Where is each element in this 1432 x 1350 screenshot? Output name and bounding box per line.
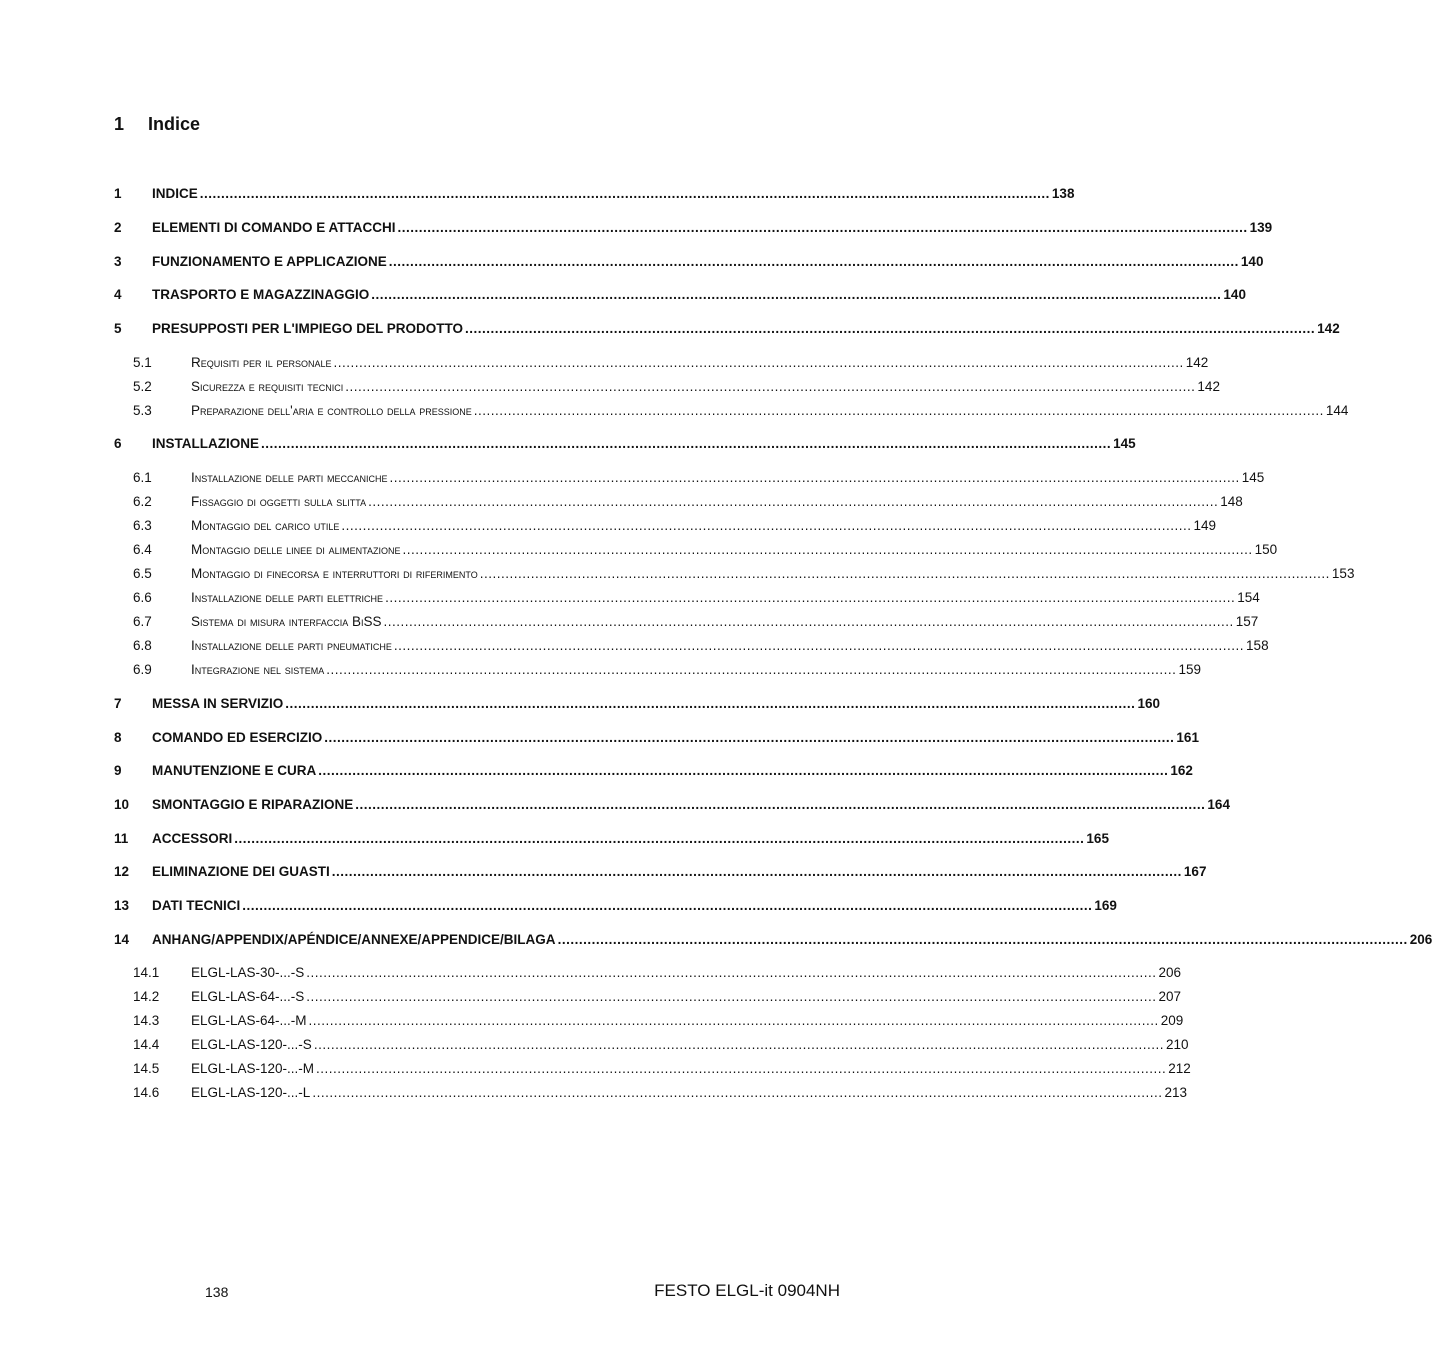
toc-entry-line — [152, 862, 1207, 882]
toc-section-entry[interactable] — [0, 468, 1265, 488]
toc-entry-title: PRESUPPOSTI PER L'IMPIEGO DEL PRODOTTO — [152, 321, 464, 336]
toc-entry-title: Sistema di misura interfaccia BiSS — [191, 614, 382, 629]
toc-leader-dots: ........................................................................................................................................................................................................ — [326, 662, 1177, 677]
toc-entry-title: ANHANG/APPENDIX/APÉNDICE/ANNEXE/APPENDICE/BILAGA — [152, 932, 556, 947]
toc-leader-dots: ........................................................................................................................................................................................................ — [557, 932, 1408, 947]
toc-section-entry[interactable] — [0, 660, 1201, 680]
toc-entry-line — [191, 401, 1349, 421]
toc-leader-dots: ........................................................................................................................................................................................................ — [306, 965, 1157, 980]
toc-leader-dots: ........................................................................................................................................................................................................ — [393, 638, 1245, 653]
toc-entry-page: 164 — [1207, 797, 1230, 812]
toc-entry-line — [191, 636, 1269, 656]
toc-entry-title: MANUTENZIONE E CURA — [152, 763, 317, 778]
toc-entry-page: 167 — [1183, 864, 1207, 879]
toc-entry-title: Montaggio delle linee di alimentazione — [191, 542, 401, 557]
toc-chapter-entry[interactable] — [0, 184, 1075, 204]
toc-leader-dots: ........................................................................................................................................................................................................ — [331, 864, 1182, 879]
toc-chapter-entry[interactable] — [0, 862, 1207, 882]
toc-entry-title: ELGL-LAS-64-...-S — [191, 989, 305, 1004]
toc-leader-dots: ........................................................................................................................................................................................................ — [285, 696, 1136, 711]
toc-entry-title: INSTALLAZIONE — [152, 436, 259, 451]
toc-entry-line — [191, 1059, 1191, 1079]
toc-entry-line — [191, 492, 1243, 512]
toc-entry-page: 165 — [1086, 831, 1109, 846]
toc-entry-line — [191, 353, 1209, 373]
toc-leader-dots: ........................................................................................................................................................................................................ — [324, 730, 1175, 745]
toc-section-entry[interactable] — [0, 516, 1217, 536]
toc-entry-line — [152, 829, 1109, 849]
toc-entry-page: 142 — [1197, 379, 1220, 394]
toc-entry-page: 150 — [1254, 542, 1278, 557]
toc-entry-number: 11 — [114, 831, 129, 846]
toc-chapter-entry[interactable] — [0, 319, 1340, 339]
toc-entry-title: Montaggio di finecorsa e interruttori di riferimento — [191, 566, 478, 581]
toc-entry-title: ELGL-LAS-120-...-M — [191, 1061, 315, 1076]
toc-chapter-entry[interactable] — [0, 434, 1136, 454]
toc-entry-number: 5 — [114, 321, 122, 336]
toc-entry-line — [191, 540, 1278, 560]
toc-entry-line — [152, 218, 1273, 238]
footer-page-number: 138 — [205, 1284, 229, 1300]
toc-leader-dots: ........................................................................................................................................................................................................ — [473, 403, 1324, 418]
toc-entry-number: 13 — [114, 898, 130, 913]
toc-entry-page: 158 — [1246, 638, 1269, 653]
toc-leader-dots: ........................................................................................................................................................................................................ — [313, 1037, 1164, 1052]
toc-entry-line — [152, 761, 1193, 781]
toc-entry-title: Installazione delle parti pneumatiche — [191, 638, 392, 653]
toc-entry-number: 6.4 — [133, 542, 152, 557]
toc-entry-page: 213 — [1164, 1085, 1187, 1100]
toc-entry-page: 140 — [1240, 254, 1264, 269]
toc-entry-number: 7 — [114, 696, 122, 711]
toc-leader-dots: ........................................................................................................................................................................................................ — [371, 287, 1222, 302]
toc-leader-dots: ........................................................................................................................................................................................................ — [385, 590, 1236, 605]
toc-section-entry[interactable] — [0, 612, 1259, 632]
toc-entry-number: 8 — [114, 730, 122, 745]
toc-entry-number: 14.4 — [133, 1037, 160, 1052]
toc-leader-dots: ........................................................................................................................................................................................................ — [355, 797, 1206, 812]
toc-entry-line — [191, 660, 1201, 680]
toc-section-entry[interactable] — [0, 564, 1355, 584]
toc-entry-page: 159 — [1178, 662, 1201, 677]
toc-entry-title: FUNZIONAMENTO E APPLICAZIONE — [152, 254, 387, 269]
toc-entry-line — [191, 377, 1220, 397]
heading-title: Indice — [148, 114, 201, 134]
toc-entry-number: 4 — [114, 287, 122, 302]
toc-entry-title: ELIMINAZIONE DEI GUASTI — [152, 864, 330, 879]
toc-entry-page: 142 — [1317, 321, 1340, 336]
toc-entry-title: Sicurezza e requisiti tecnici — [191, 379, 344, 394]
toc-leader-dots: ........................................................................................................................................................................................................ — [316, 1061, 1167, 1076]
toc-entry-line — [191, 612, 1259, 632]
toc-section-entry[interactable] — [0, 1059, 1191, 1079]
toc-entry-title: Fissaggio di oggetti sulla slitta — [191, 494, 367, 509]
toc-chapter-entry[interactable] — [0, 218, 1273, 238]
toc-section-entry[interactable] — [0, 540, 1278, 560]
toc-entry-page: 160 — [1137, 696, 1160, 711]
toc-entry-title: TRASPORTO E MAGAZZINAGGIO — [152, 287, 370, 302]
toc-leader-dots: ........................................................................................................................................................................................................ — [306, 989, 1157, 1004]
toc-entry-line — [152, 896, 1117, 916]
toc-entry-number: 12 — [114, 864, 130, 879]
toc-entry-line — [152, 930, 1432, 950]
toc-entry-page: 210 — [1165, 1037, 1189, 1052]
toc-chapter-entry[interactable] — [0, 728, 1199, 748]
toc-leader-dots: ........................................................................................................................................................................................................ — [312, 1085, 1163, 1100]
toc-leader-dots: ........................................................................................................................................................................................................ — [479, 566, 1330, 581]
toc-entry-page: 149 — [1193, 518, 1217, 533]
toc-entry-number: 6.6 — [133, 590, 152, 605]
toc-entry-title: Requisiti per il personale — [191, 355, 332, 370]
toc-entry-page: 140 — [1223, 287, 1246, 302]
toc-entry-number: 6.1 — [133, 470, 152, 485]
toc-entry-number: 10 — [114, 797, 130, 812]
toc-entry-number: 5.3 — [133, 403, 152, 418]
toc-entry-number: 1 — [114, 186, 122, 201]
toc-leader-dots: ........................................................................................................................................................................................................ — [199, 186, 1050, 201]
toc-entry-number: 5.2 — [133, 379, 152, 394]
toc-entry-title: ACCESSORI — [152, 831, 233, 846]
toc-section-entry[interactable] — [0, 987, 1181, 1007]
toc-entry-page: 138 — [1051, 186, 1075, 201]
toc-entry-line — [191, 987, 1181, 1007]
toc-entry-page: 207 — [1158, 989, 1181, 1004]
toc-entry-title: Installazione delle parti meccaniche — [191, 470, 388, 485]
toc-leader-dots: ........................................................................................................................................................................................................ — [368, 494, 1219, 509]
toc-chapter-entry[interactable] — [0, 829, 1109, 849]
toc-leader-dots: ........................................................................................................................................................................................................ — [234, 831, 1085, 846]
toc-entry-number: 2 — [114, 220, 122, 235]
toc-entry-line — [152, 728, 1199, 748]
toc-section-entry[interactable] — [0, 963, 1181, 983]
toc-leader-dots: ........................................................................................................................................................................................................ — [402, 542, 1253, 557]
toc-chapter-entry[interactable] — [0, 285, 1246, 305]
toc-entry-number: 14.3 — [133, 1013, 160, 1028]
toc-entry-title: ELGL-LAS-120-...-S — [191, 1037, 312, 1052]
toc-entry-line — [191, 468, 1265, 488]
toc-section-entry[interactable] — [0, 588, 1260, 608]
toc-entry-page: 144 — [1325, 403, 1349, 418]
toc-entry-page: 162 — [1170, 763, 1193, 778]
toc-entry-number: 6.8 — [133, 638, 152, 653]
toc-entry-number: 14.1 — [133, 965, 160, 980]
toc-entry-page: 169 — [1094, 898, 1117, 913]
toc-entry-page: 139 — [1249, 220, 1273, 235]
toc-entry-line — [191, 1035, 1189, 1055]
toc-leader-dots: ........................................................................................................................................................................................................ — [341, 518, 1192, 533]
toc-entry-number: 6.2 — [133, 494, 152, 509]
toc-entry-title: Montaggio del carico utile — [191, 518, 340, 533]
toc-entry-page: 148 — [1220, 494, 1243, 509]
toc-section-entry[interactable] — [0, 1011, 1184, 1031]
toc-entry-page: 212 — [1168, 1061, 1191, 1076]
toc-leader-dots: ........................................................................................................................................................................................................ — [318, 763, 1169, 778]
toc-entry-page: 154 — [1237, 590, 1260, 605]
toc-entry-page: 145 — [1113, 436, 1136, 451]
toc-entry-page: 157 — [1235, 614, 1259, 629]
toc-entry-line — [152, 795, 1230, 815]
page-title — [114, 114, 200, 135]
footer-document-id: FESTO ELGL-it 0904NH — [654, 1281, 840, 1300]
toc-leader-dots: ........................................................................................................................................................................................................ — [388, 254, 1239, 269]
toc-chapter-entry[interactable] — [0, 930, 1432, 950]
toc-entry-number: 9 — [114, 763, 122, 778]
toc-entry-number: 6.3 — [133, 518, 152, 533]
toc-section-entry[interactable] — [0, 636, 1269, 656]
toc-entry-line — [152, 184, 1075, 204]
toc-chapter-entry[interactable] — [0, 795, 1230, 815]
toc-leader-dots: ........................................................................................................................................................................................................ — [383, 614, 1234, 629]
toc-entry-number: 6.9 — [133, 662, 152, 677]
toc-entry-page: 161 — [1176, 730, 1199, 745]
toc-leader-dots: ........................................................................................................................................................................................................ — [345, 379, 1196, 394]
toc-entry-title: INDICE — [152, 186, 198, 201]
toc-leader-dots: ........................................................................................................................................................................................................ — [242, 898, 1093, 913]
toc-entry-title: COMANDO ED ESERCIZIO — [152, 730, 323, 745]
toc-section-entry[interactable] — [0, 377, 1220, 397]
toc-leader-dots: ........................................................................................................................................................................................................ — [333, 355, 1184, 370]
toc-section-entry[interactable] — [0, 401, 1349, 421]
toc-section-entry[interactable] — [0, 353, 1209, 373]
toc-leader-dots: ........................................................................................................................................................................................................ — [465, 321, 1316, 336]
toc-entry-line — [191, 516, 1217, 536]
toc-entry-line — [191, 1011, 1184, 1031]
toc-entry-number: 14.5 — [133, 1061, 160, 1076]
toc-leader-dots: ........................................................................................................................................................................................................ — [308, 1013, 1159, 1028]
toc-entry-number: 14 — [114, 932, 130, 947]
toc-entry-line — [152, 252, 1264, 272]
toc-entry-page: 206 — [1158, 965, 1181, 980]
toc-section-entry[interactable] — [0, 1083, 1187, 1103]
toc-entry-line — [191, 588, 1260, 608]
toc-entry-number: 5.1 — [133, 355, 152, 370]
toc-entry-page: 145 — [1241, 470, 1265, 485]
toc-chapter-entry[interactable] — [0, 761, 1193, 781]
toc-chapter-entry[interactable] — [0, 252, 1264, 272]
toc-entry-title: ELGL-LAS-64-...-M — [191, 1013, 307, 1028]
toc-leader-dots: ........................................................................................................................................................................................................ — [261, 436, 1112, 451]
toc-entry-title: MESSA IN SERVIZIO — [152, 696, 284, 711]
toc-entry-number: 14.6 — [133, 1085, 160, 1100]
toc-entry-line — [152, 285, 1246, 305]
toc-entry-line — [191, 963, 1181, 983]
toc-entry-title: ELEMENTI DI COMANDO E ATTACCHI — [152, 220, 396, 235]
toc-entry-title: Installazione delle parti elettriche — [191, 590, 384, 605]
toc-leader-dots: ........................................................................................................................................................................................................ — [389, 470, 1240, 485]
toc-entry-line — [152, 694, 1160, 714]
toc-entry-page: 142 — [1185, 355, 1209, 370]
toc-entry-title: Integrazione nel sistema — [191, 662, 325, 677]
toc-entry-line — [152, 434, 1136, 454]
toc-entry-number: 6.5 — [133, 566, 152, 581]
toc-entry-line — [152, 319, 1340, 339]
toc-entry-title: Preparazione dell'aria e controllo della pressione — [191, 403, 472, 418]
toc-entry-page: 206 — [1409, 932, 1432, 947]
toc-entry-page: 153 — [1331, 566, 1355, 581]
toc-chapter-entry[interactable] — [0, 694, 1160, 714]
toc-entry-title: DATI TECNICI — [152, 898, 241, 913]
toc-section-entry[interactable] — [0, 1035, 1189, 1055]
toc-entry-title: ELGL-LAS-120-...-L — [191, 1085, 311, 1100]
toc-entry-title: SMONTAGGIO E RIPARAZIONE — [152, 797, 354, 812]
toc-chapter-entry[interactable] — [0, 896, 1117, 916]
toc-entry-page: 209 — [1160, 1013, 1184, 1028]
toc-entry-number: 6.7 — [133, 614, 152, 629]
toc-entry-line — [191, 564, 1355, 584]
toc-entry-title: ELGL-LAS-30-...-S — [191, 965, 305, 980]
toc-leader-dots: ........................................................................................................................................................................................................ — [397, 220, 1248, 235]
toc-entry-line — [191, 1083, 1187, 1103]
toc-entry-number: 3 — [114, 254, 122, 269]
toc-entry-number: 14.2 — [133, 989, 160, 1004]
heading-number: 1 — [114, 114, 125, 134]
toc-section-entry[interactable] — [0, 492, 1243, 512]
toc-entry-number: 6 — [114, 436, 122, 451]
